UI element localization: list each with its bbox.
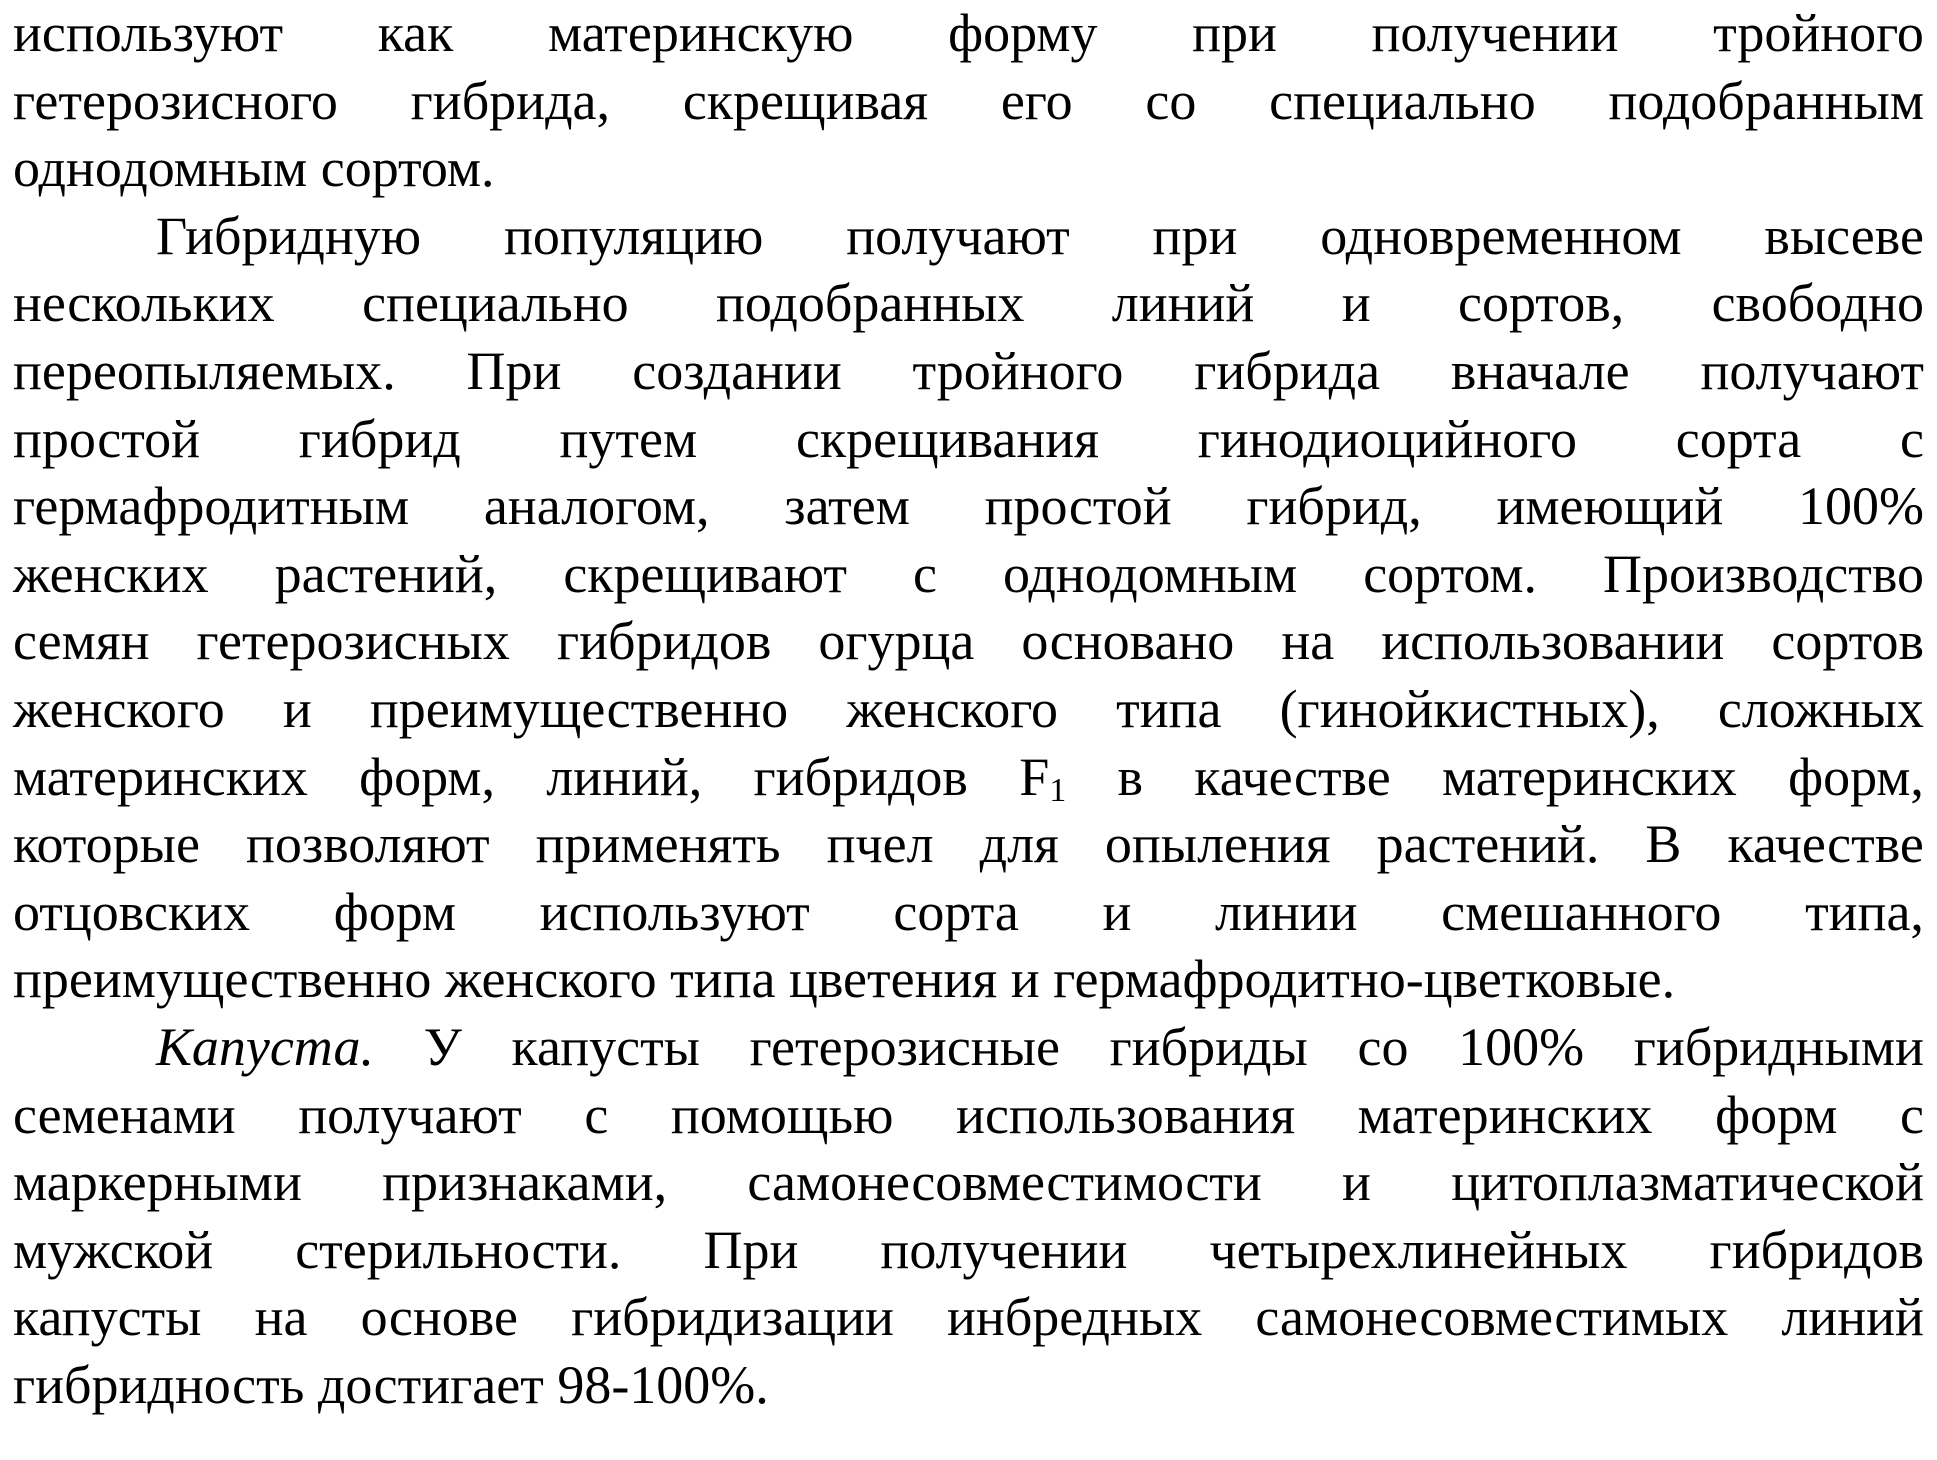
text-line: нескольких специально подобранных линий и сортов, свободно [13, 273, 1924, 334]
text-line: которые позволяют применять пчел для опыления растений. В качестве [13, 814, 1924, 875]
text-line: используют как материнскую форму при получении тройного [13, 3, 1924, 63]
text-line: гетерозисного гибрида, скрещивая его со специально подобранным [13, 70, 1924, 131]
text-line: гермафродитным аналогом, затем простой гибрид, имеющий 100% [13, 476, 1924, 537]
text-line: Гибридную популяцию получают при одновременном высеве [156, 205, 1924, 266]
text-line: женских растений, скрещивают с однодомным сортом. Производство [13, 543, 1924, 604]
text-line: материнских форм, линий, гибридов F1 в качестве материнских форм, [13, 746, 1924, 809]
text-line: однодомным сортом. [13, 138, 495, 199]
text-line: мужской стерильности. При получении четырехлинейных гибридов [13, 1219, 1924, 1280]
text-line: капусты на основе гибридизации инбредных самонесовместимых линий [13, 1287, 1924, 1348]
paragraph [13, 203, 1924, 1014]
document-page [13, 0, 1924, 1419]
text-line: гибридность достигает 98-100%. [13, 1354, 769, 1415]
text-line: отцовских форм используют сорта и линии смешанного типа, [13, 881, 1924, 942]
text-line: женского и преимущественно женского типа (гинойкистных), сложных [13, 678, 1924, 739]
text-line: семян гетерозисных гибридов огурца основано на использовании сортов [13, 611, 1924, 672]
text-line: маркерными признаками, самонесовместимости и цитоплазматической [13, 1152, 1924, 1213]
text-line: семенами получают с помощью использования материнских форм с [13, 1084, 1924, 1145]
text-line: преимущественно женского типа цветения и гермафродитно-цветковые. [13, 949, 1676, 1010]
text-line: простой гибрид путем скрещивания гинодиоцийного сорта с [13, 408, 1924, 469]
text-line: переопыляемых. При создании тройного гибрида вначале получают [13, 340, 1924, 401]
paragraph [13, 1014, 1924, 1420]
text-line: Капуста. У капусты гетерозисные гибриды со 100% гибридными [156, 1016, 1924, 1077]
paragraph [13, 0, 1924, 203]
